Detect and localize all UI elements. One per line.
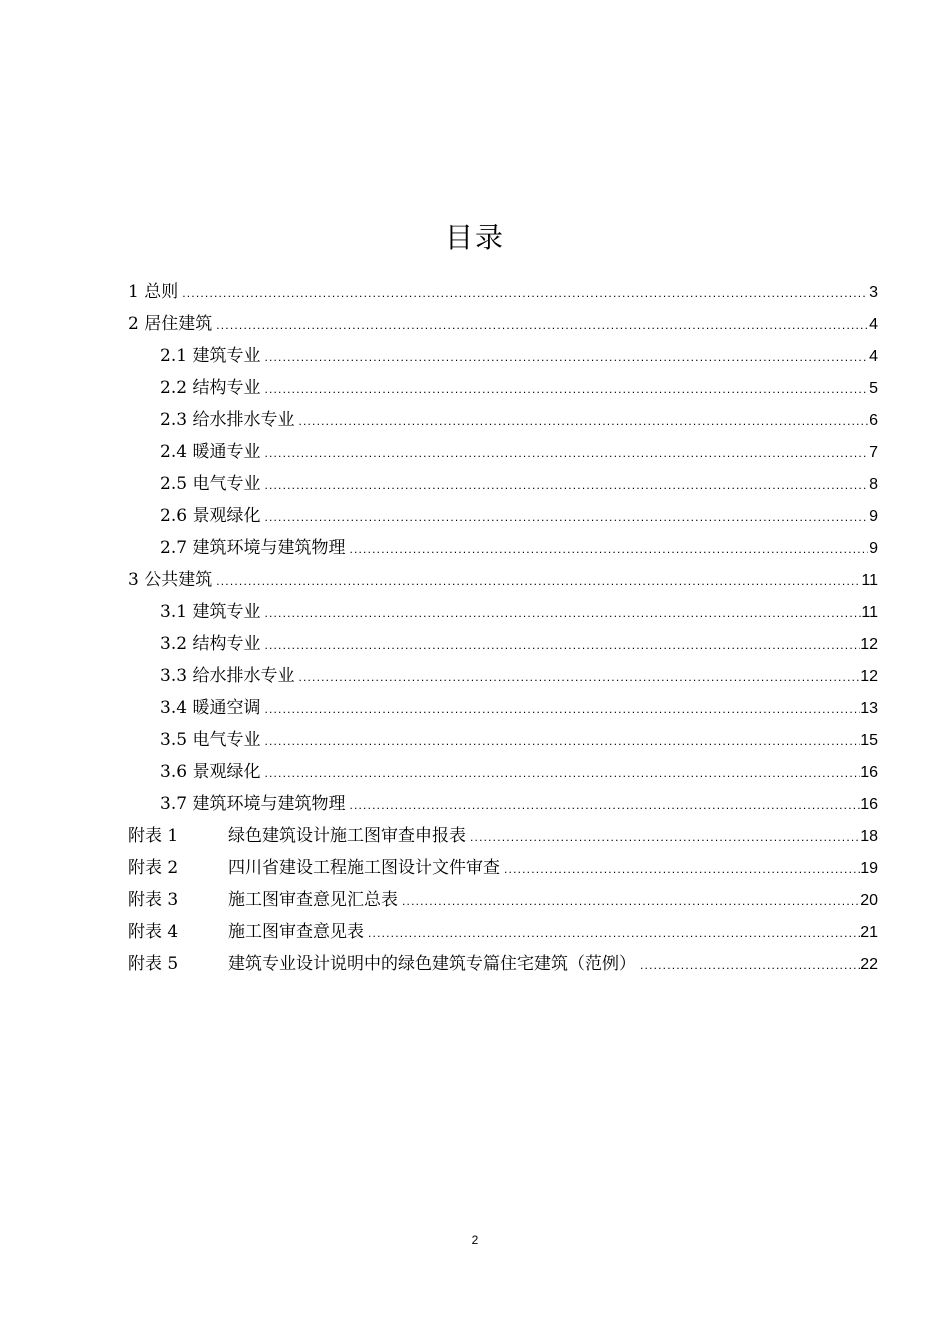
toc-entry-title (128, 852, 504, 884)
toc-entry-label: 2.6 景观绿化 (160, 506, 261, 526)
toc-entry-page: 15 (860, 732, 878, 749)
toc-entry-label: 1 总则 (128, 282, 179, 302)
toc-entry-title (160, 692, 264, 724)
toc-entry-page: 9 (869, 508, 878, 525)
toc-dot-leader (298, 405, 868, 437)
toc-entry-title (160, 724, 264, 756)
table-of-contents (128, 276, 878, 980)
toc-entry-label: 3.6 景观绿化 (160, 762, 261, 782)
toc-entry-title (160, 468, 264, 500)
toc-entry[interactable] (128, 852, 878, 884)
toc-entry-prefix: 附表 5 (128, 954, 179, 974)
toc-entry-label: 2.4 暖通专业 (160, 442, 261, 462)
toc-dot-leader (640, 949, 860, 981)
toc-entry-page: 16 (860, 764, 878, 781)
toc-entry-prefix: 附表 4 (128, 922, 179, 942)
toc-entry[interactable] (128, 564, 878, 596)
toc-entry-prefix: 附表 3 (128, 890, 179, 910)
toc-entry-title (128, 916, 368, 948)
toc-entry-title (160, 660, 298, 692)
toc-entry[interactable] (128, 340, 878, 372)
toc-entry[interactable] (128, 628, 878, 660)
page-number: 2 (471, 1233, 479, 1247)
toc-entry[interactable] (128, 820, 878, 852)
toc-entry-title (128, 820, 470, 852)
toc-entry-page: 4 (869, 348, 878, 365)
toc-entry-label: 2 居住建筑 (128, 314, 213, 334)
toc-entry-page: 21 (860, 924, 878, 941)
toc-dot-leader (264, 757, 860, 789)
toc-dot-leader (368, 917, 860, 949)
toc-entry[interactable] (128, 884, 878, 916)
toc-entry-label: 2.5 电气专业 (160, 474, 261, 494)
toc-entry-label: 3.4 暖通空调 (160, 698, 261, 718)
toc-entry-label: 施工图审查意见汇总表 (228, 890, 398, 910)
toc-entry-prefix: 附表 2 (128, 858, 179, 878)
toc-entry[interactable] (128, 308, 878, 340)
toc-dot-leader (264, 437, 868, 469)
toc-entry[interactable] (128, 532, 878, 564)
toc-entry-page: 12 (860, 636, 878, 653)
toc-entry-title (128, 276, 182, 308)
toc-entry-title (160, 628, 264, 660)
toc-entry[interactable] (128, 692, 878, 724)
toc-entry[interactable] (128, 724, 878, 756)
toc-entry-page: 4 (869, 316, 878, 333)
toc-entry-page: 9 (869, 540, 878, 557)
toc-entry-label: 绿色建筑设计施工图审查申报表 (228, 826, 466, 846)
toc-entry[interactable] (128, 916, 878, 948)
toc-dot-leader (264, 725, 860, 757)
toc-entry-label: 3.3 给水排水专业 (160, 666, 295, 686)
toc-entry[interactable] (128, 596, 878, 628)
toc-dot-leader (264, 469, 868, 501)
toc-entry[interactable] (128, 372, 878, 404)
toc-dot-leader (349, 789, 860, 821)
page-title: 目录 (444, 221, 505, 254)
toc-entry-title (160, 340, 264, 372)
toc-entry-label: 2.1 建筑专业 (160, 346, 261, 366)
toc-entry-page: 6 (869, 412, 878, 429)
toc-entry-page: 20 (860, 892, 878, 909)
toc-entry-page: 5 (869, 380, 878, 397)
toc-entry-page: 13 (860, 700, 878, 717)
toc-entry-prefix: 附表 1 (128, 826, 179, 846)
toc-entry-page: 22 (860, 956, 878, 973)
toc-entry[interactable] (128, 756, 878, 788)
toc-dot-leader (216, 565, 861, 597)
toc-entry-title (160, 756, 264, 788)
toc-dot-leader (264, 597, 861, 629)
toc-entry-title (160, 436, 264, 468)
toc-dot-leader (349, 533, 868, 565)
toc-entry-label: 3.1 建筑专业 (160, 602, 261, 622)
toc-dot-leader (264, 629, 860, 661)
toc-entry-label: 施工图审查意见表 (228, 922, 364, 942)
toc-entry-title (160, 500, 264, 532)
toc-entry[interactable] (128, 404, 878, 436)
toc-dot-leader (504, 853, 860, 885)
toc-entry-page: 3 (869, 284, 878, 301)
toc-entry[interactable] (128, 468, 878, 500)
toc-entry-label: 2.3 给水排水专业 (160, 410, 295, 430)
toc-dot-leader (264, 373, 868, 405)
toc-dot-leader (264, 501, 868, 533)
toc-entry-label: 3.5 电气专业 (160, 730, 261, 750)
toc-dot-leader (298, 661, 860, 693)
toc-entry-title (128, 564, 216, 596)
toc-entry-title (160, 372, 264, 404)
toc-entry-page: 11 (861, 572, 878, 589)
toc-entry-title (160, 404, 298, 436)
toc-entry-page: 16 (860, 796, 878, 813)
toc-entry-label: 3.7 建筑环境与建筑物理 (160, 794, 346, 814)
toc-entry[interactable] (128, 660, 878, 692)
toc-entry-title (128, 948, 640, 980)
toc-entry-page: 7 (869, 444, 878, 461)
toc-dot-leader (182, 277, 868, 309)
toc-entry-label: 四川省建设工程施工图设计文件审查 (228, 858, 500, 878)
toc-dot-leader (402, 885, 860, 917)
toc-entry-page: 18 (860, 828, 878, 845)
toc-entry-page: 8 (869, 476, 878, 493)
toc-entry-title (128, 308, 216, 340)
toc-entry[interactable] (128, 788, 878, 820)
toc-dot-leader (470, 821, 860, 853)
toc-entry-label: 2.2 结构专业 (160, 378, 261, 398)
toc-dot-leader (264, 341, 868, 373)
toc-entry-page: 11 (861, 604, 878, 621)
toc-dot-leader (216, 309, 868, 341)
toc-entry[interactable] (128, 276, 878, 308)
toc-entry[interactable] (128, 500, 878, 532)
toc-entry-label: 3.2 结构专业 (160, 634, 261, 654)
toc-entry-page: 12 (860, 668, 878, 685)
toc-entry-page: 19 (860, 860, 878, 877)
toc-entry[interactable] (128, 948, 878, 980)
toc-entry-title (160, 788, 349, 820)
toc-entry-label: 3 公共建筑 (128, 570, 213, 590)
toc-entry-title (160, 532, 349, 564)
toc-entry-label: 2.7 建筑环境与建筑物理 (160, 538, 346, 558)
toc-dot-leader (264, 693, 860, 725)
toc-entry-title (160, 596, 264, 628)
toc-entry-label: 建筑专业设计说明中的绿色建筑专篇住宅建筑（范例） (228, 954, 636, 974)
toc-entry[interactable] (128, 436, 878, 468)
toc-entry-title (128, 884, 402, 916)
